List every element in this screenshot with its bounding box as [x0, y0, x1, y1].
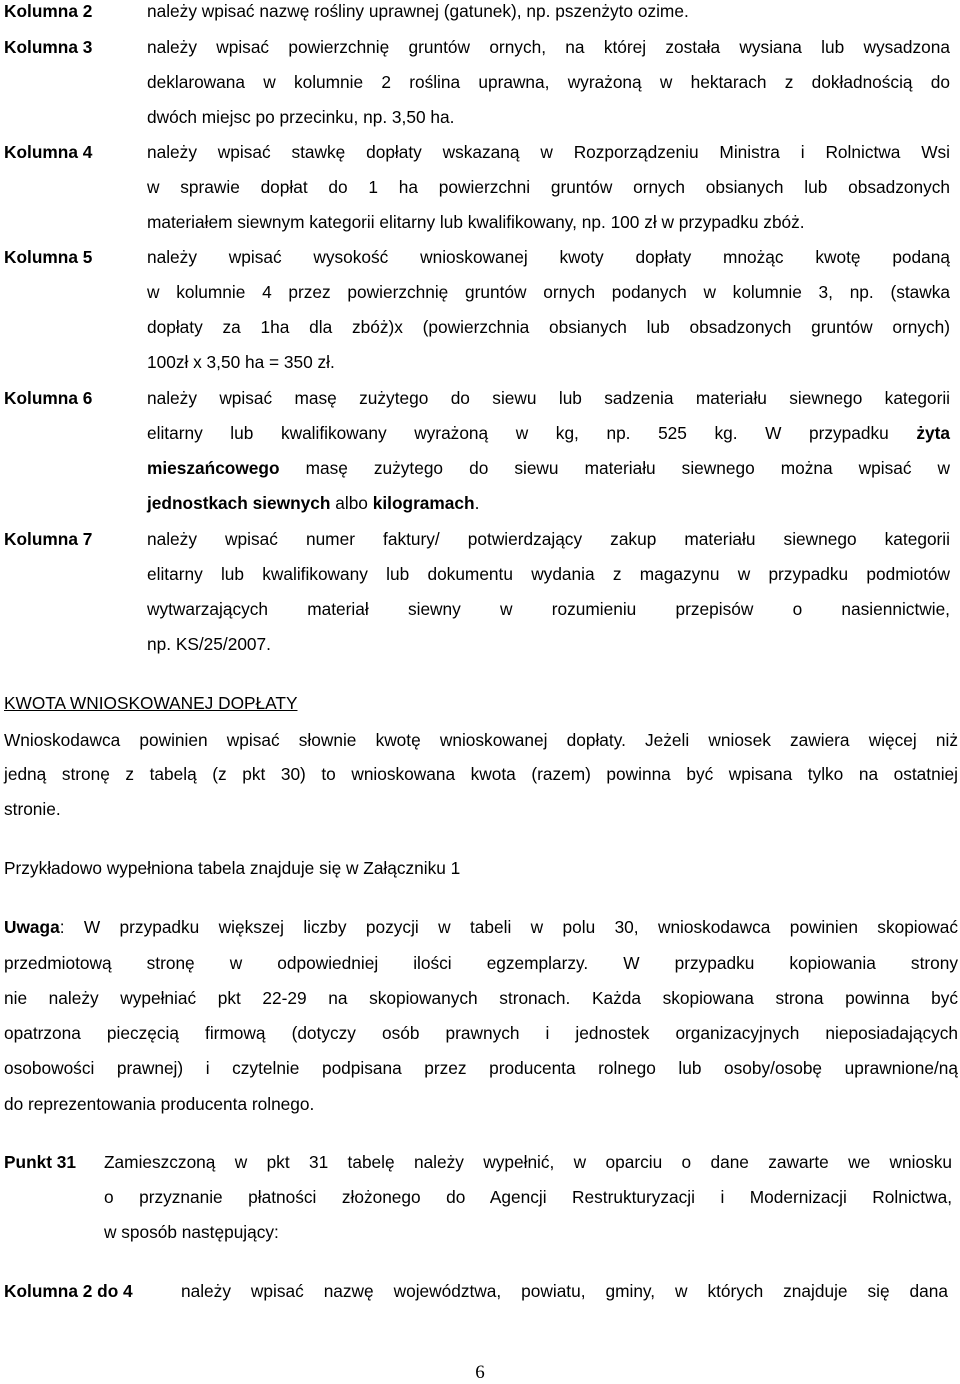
paragraph-line: opatrzona pieczęcią firmową (dotyczy osób prawnych i jednostek organizacyjnych nieposiadających — [4, 1023, 958, 1043]
text-run: albo — [335, 493, 368, 513]
row-label: Kolumna 6 — [4, 388, 93, 408]
row-label: Kolumna 7 — [4, 529, 93, 549]
row-text: należy wpisać stawkę dopłaty wskazaną w Rozporządzeniu Ministra i Rolnictwa Wsi — [147, 142, 950, 162]
row-text: dwóch miejsc po przecinku, np. 3,50 ha. — [147, 107, 455, 127]
paragraph-line: do reprezentowania producenta rolnego. — [4, 1094, 315, 1114]
paragraph-line: Zamieszczoną w pkt 31 tabelę należy wypełnić, w oparciu o dane zawarte we wniosku — [104, 1152, 952, 1172]
row-label: Kolumna 2 do 4 — [4, 1281, 133, 1301]
row-text: np. KS/25/2007. — [147, 634, 271, 654]
row-label: Kolumna 5 — [4, 247, 93, 267]
row-label: Kolumna 3 — [4, 37, 93, 57]
paragraph-line: przedmiotową stronę w odpowiedniej ilości egzemplarzy. W przypadku kopiowania strony — [4, 953, 958, 973]
row-text: należy wpisać wysokość wnioskowanej kwoty dopłaty mnożąc kwotę podaną — [147, 247, 950, 267]
row-text: wytwarzających materiał siewny w rozumieniu przepisów o nasiennictwie, — [147, 599, 950, 619]
row-text: należy wpisać nazwę województwa, powiatu, gminy, w których znajduje się dana — [181, 1281, 948, 1301]
paragraph-line: Przykładowo wypełniona tabela znajduje się w Załączniku 1 — [4, 858, 461, 878]
paragraph-line: Wnioskodawca powinien wpisać słownie kwotę wnioskowanej dopłaty. Jeżeli wniosek zawiera więcej niż — [4, 730, 958, 750]
row-text: deklarowana w kolumnie 2 roślina uprawna, wyrażoną w hektarach z dokładnością do — [147, 72, 950, 92]
bold-term: kilogramach — [372, 493, 475, 513]
text-run: masę zużytego do siewu materiału siewnego można wpisać w — [305, 458, 950, 478]
row-text: należy wpisać nazwę rośliny uprawnej (gatunek), np. pszenżyto ozime. — [147, 1, 689, 21]
row-text: materiałem siewnym kategorii elitarny lub kwalifikowany, np. 100 zł w przypadku zbóż. — [147, 212, 805, 232]
row-text: w sprawie dopłat do 1 ha powierzchni gruntów ornych obsianych lub obsadzonych — [147, 177, 950, 197]
row-text: elitarny lub kwalifikowany lub dokumentu wydania z magazynu w przypadku podmiotów — [147, 564, 950, 584]
text-run: elitarny lub kwalifikowany wyrażoną w kg, np. 525 kg. W przypadku — [147, 423, 889, 443]
row-text: należy wpisać powierzchnię gruntów ornych, na której została wysiana lub wysadzona — [147, 37, 950, 57]
punkt-31-label: Punkt 31 — [4, 1152, 77, 1172]
paragraph-line: nie należy wypełniać pkt 22-29 na skopiowanych stronach. Każda skopiowana strona powinna być — [4, 988, 958, 1008]
text-run: : W przypadku większej liczby pozycji w tabeli w polu 30, wnioskodawca powinien skopiować — [59, 917, 958, 937]
page-number: 6 — [475, 1362, 485, 1383]
row-text: dopłaty za 1ha dla zbóż)x (powierzchnia obsianych lub obsadzonych gruntów ornych) — [147, 317, 950, 337]
bold-term: jednostkach siewnych — [147, 493, 331, 513]
row-text: w kolumnie 4 przez powierzchnię gruntów ornych podanych w kolumnie 3, np. (stawka — [147, 282, 950, 302]
uwaga-label: Uwaga — [4, 917, 60, 937]
section-heading: KWOTA WNIOSKOWANEJ DOPŁATY — [4, 693, 298, 713]
row-text: należy wpisać masę zużytego do siewu lub sadzenia materiału siewnego kategorii — [147, 388, 950, 408]
paragraph-line — [4, 917, 958, 937]
row-text — [147, 423, 950, 443]
paragraph-line: o przyznanie płatności złożonego do Agencji Restrukturyzacji i Modernizacji Rolnictwa, — [104, 1187, 952, 1207]
row-text: jednostkach siewnych albo kilogramach. — [147, 493, 480, 513]
bold-term: żyta — [916, 423, 950, 443]
paragraph-line: stronie. — [4, 799, 61, 819]
bold-term: mieszańcowego — [147, 458, 280, 478]
row-label: Kolumna 2 — [4, 1, 93, 21]
row-text: należy wpisać numer faktury/ potwierdzający zakup materiału siewnego kategorii — [147, 529, 950, 549]
row-text — [147, 458, 950, 478]
paragraph-line: osobowości prawnej) i czytelnie podpisana przez producenta rolnego lub osoby/osobę uprawnione/ną — [4, 1058, 958, 1078]
paragraph-line: w sposób następujący: — [104, 1222, 279, 1242]
row-text: 100zł x 3,50 ha = 350 zł. — [147, 352, 335, 372]
row-label: Kolumna 4 — [4, 142, 93, 162]
paragraph-line: jedną stronę z tabelą (z pkt 30) to wnioskowana kwota (razem) powinna być wpisana tylko na ostatniej — [4, 764, 958, 784]
